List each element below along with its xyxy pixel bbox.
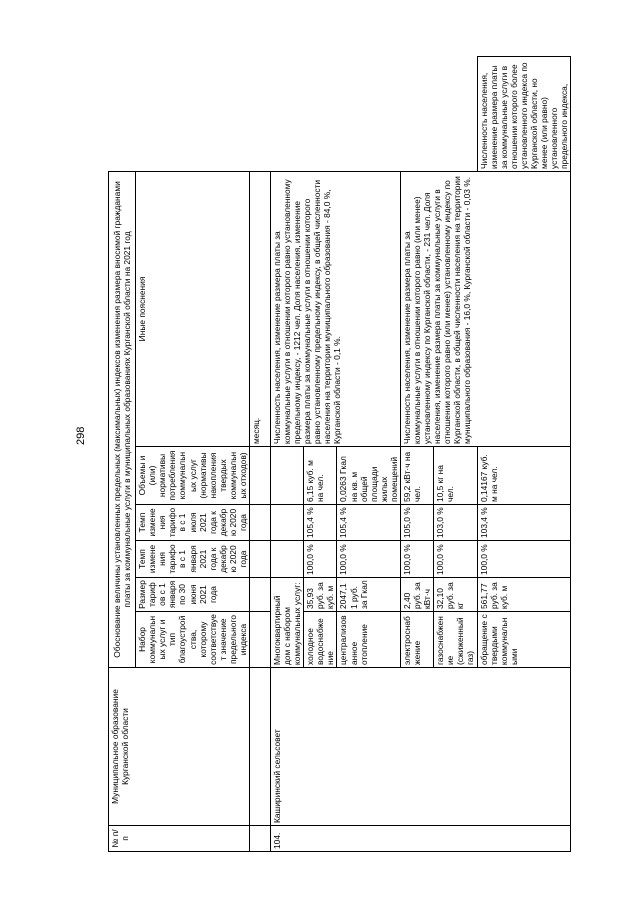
service-set-title: Многоквартирный дом с набором коммунальных услуг: [271, 578, 304, 668]
service-name: централизованное отопление [337, 612, 400, 668]
rate-jul: 105,0 % [400, 505, 433, 541]
tariff-size: 2,40 руб. за кВт·ч [400, 578, 433, 612]
note-cell: Численность населения, изменение размера платы за коммунальные услуги в отношении которого более установленного индекса по Курганской области, но менее (или равно) установленного предельного индекса, [477, 57, 571, 172]
header-rate-jul: Темп изменения тарифов с 1 июля 2021 года к декабрю 2020 года [136, 505, 250, 541]
rate-jul: 103,4 % [477, 505, 571, 541]
header-justification: Обоснование величины установленных предельных (максимальных) индексов изменения размера вносимой гражданами платы за коммунальные услуги в муниципальных образованиях Курганской области на 2021 год [109, 171, 136, 667]
table-row [271, 57, 304, 852]
header-volumes: Объемы и (или) нормативы потребления коммунальных услуг (нормативы накопления твердых коммунальных отходов) [136, 447, 250, 505]
rate-jul: 103,0 % [434, 505, 477, 541]
tariff-size: 35,93 руб. за куб. м [304, 578, 337, 612]
row-number: 104. [271, 826, 571, 852]
municipality-name: Каширинский сельсовет [271, 668, 571, 826]
service-name: электроснабжение [400, 612, 433, 668]
tariff-size: 32,10 руб. за кг [434, 578, 477, 612]
rate-jul: 105,4 % [337, 505, 400, 541]
volume: 59,2 кВт·ч на чел. [400, 447, 433, 505]
header-num: № п/п [109, 826, 250, 852]
continuation-note: месяц. [250, 171, 271, 446]
volume: 10,5 кг на чел. [434, 447, 477, 505]
rate-jan: 100,0 % [337, 541, 400, 578]
service-name: обращение с твердыми коммунальными [477, 612, 571, 668]
rate-jan: 100,0 % [434, 541, 477, 578]
header-row-top [109, 57, 136, 852]
note-cell: Численность населения, изменение размера платы за коммунальные услуги в отношении которого равно установленному предельному индексу, - 1212 чел. Доля населения, изменение размера платы за коммунальные услуги в отношении которого равно установленному предельному индексу, в общей численности населения на территории муниципального образования - 84,0 %, Курганской области - 0,1 %. [271, 171, 401, 446]
tariff-size: 561,77 руб. за куб. м [477, 578, 571, 612]
volume: 0,14167 куб. м на чел. [477, 447, 571, 505]
rate-jan: 100,0 % [400, 541, 433, 578]
header-service-set: Набор коммунальных услуг и тип благоустройства, которому соответствует значение предельного индекса [136, 612, 250, 668]
continuation-row [250, 57, 271, 852]
rate-jan: 100,0 % [477, 541, 571, 578]
rate-jul: 105,4 % [304, 505, 337, 541]
service-name: холодное водоснабжение [304, 612, 337, 668]
header-tariff-size: Размер тарифов с 1 января по 30 июня 2021 года [136, 578, 250, 612]
rotated-table-container [108, 56, 608, 852]
header-municipality: Муниципальное образование Курганской области [109, 668, 250, 826]
service-name: газоснабжение (сжиженный газ) [434, 612, 477, 668]
rate-jan: 100,0 % [304, 541, 337, 578]
header-rate-jan: Темп изменения тарифов с 1 января 2021 года к декабрю 2020 года [136, 541, 250, 578]
volume: 0,0263 Гкал на кв. м общей площади жилых помещений [337, 447, 400, 505]
volume: 6,15 куб. м на чел. [304, 447, 337, 505]
note-cell: Численность населения, изменение размера платы за коммунальные услуги в отношении которого равно (или менее) установленному индексу по Курганской области, - 231 чел. Доля населения, изменение размера платы за коммунальные услуги в отношении которого равно (или менее) установленному индексу по Курганской области, в общей численности населения на территории муниципального образования - 16,0 %, Курганской области - 0,03 %. [400, 171, 570, 446]
header-notes: Иные пояснения [136, 171, 250, 446]
tariff-table [108, 56, 571, 852]
tariff-size: 2047,11 руб. за Гкал [337, 578, 400, 612]
page-number: 298 [75, 426, 87, 445]
